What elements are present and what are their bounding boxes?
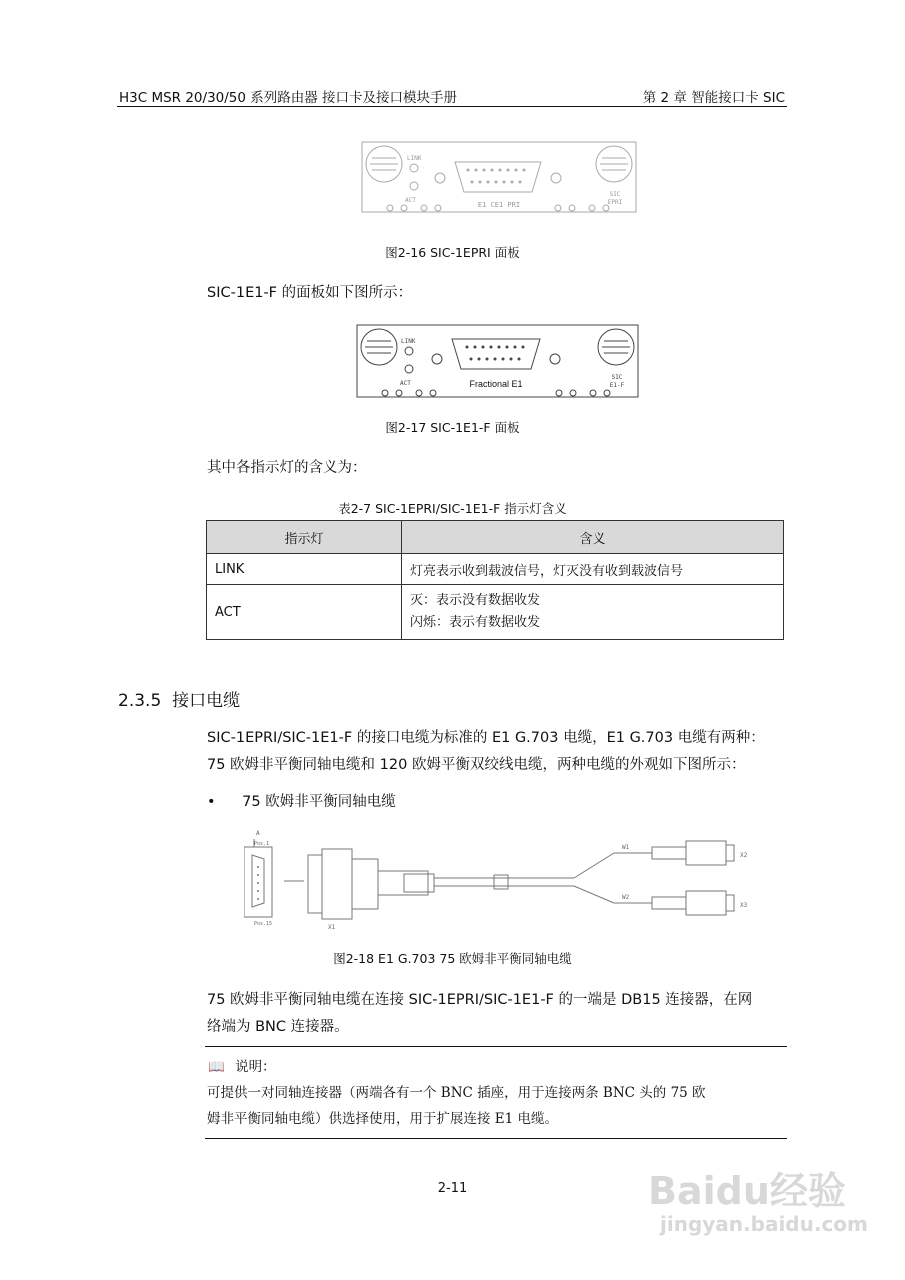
- watermark-brand: Baidu经验: [648, 1169, 846, 1213]
- table-header-indicator: 指示灯: [207, 521, 402, 554]
- cable-intro-paragraph: [207, 725, 765, 779]
- table-cell-meaning: 灯亮表示收到载波信号，灯灭没有收到载波信号: [402, 554, 784, 585]
- page-number: 2-11: [437, 1181, 468, 1196]
- paragraph-line: 75 欧姆非平衡同轴电缆在连接 SIC-1EPRI/SIC-1E1-F 的一端是 DB15 连接器，在网: [207, 992, 753, 1008]
- paragraph-line: SIC-1EPRI/SIC-1E1-F 的接口电缆为标准的 E1 G.703 电缆，E1 G.703 电缆有两种：: [207, 730, 765, 746]
- table-cell-indicator: ACT: [207, 585, 402, 640]
- brand-label-2: EPRI: [607, 199, 623, 206]
- section-number: 2.3.5: [118, 691, 162, 711]
- brand-label-1: SIC: [611, 374, 623, 381]
- header-rule: [117, 106, 787, 107]
- note-heading: [208, 1055, 276, 1075]
- brand-label-1: SIC: [609, 191, 621, 198]
- figure-caption-2-18: 图2-18 E1 G.703 75 欧姆非平衡同轴电缆: [333, 951, 572, 966]
- table-cell-meaning: [402, 585, 784, 640]
- connector-paragraph: [207, 987, 752, 1041]
- act-led-label: ACT: [405, 197, 416, 204]
- link-led-label: LINK: [401, 338, 416, 345]
- note-title: 说明：: [235, 1059, 276, 1075]
- label-x2: X2: [740, 852, 748, 859]
- running-header-left: H3C MSR 20/30/50 系列路由器 接口卡及接口模块手册: [119, 90, 458, 106]
- label-x1: X1: [328, 924, 336, 931]
- table-cell-indicator: LINK: [207, 554, 402, 585]
- figure-75ohm-coax-cable: [244, 825, 784, 935]
- label-a: A: [256, 830, 260, 837]
- note-line: 姆非平衡同轴电缆）供选择使用，用于扩展连接 E1 电缆。: [207, 1111, 559, 1127]
- figure-caption-2-16: 图2-16 SIC-1EPRI 面板: [385, 245, 520, 260]
- table-header-row: [207, 521, 784, 554]
- table-header-meaning: 含义: [402, 521, 784, 554]
- book-icon: 📖: [208, 1059, 225, 1075]
- figure-caption-2-17: 图2-17 SIC-1E1-F 面板: [385, 420, 520, 435]
- note-body: [207, 1080, 706, 1132]
- act-led-label: ACT: [400, 380, 411, 387]
- watermark-url: jingyan.baidu.com: [660, 1212, 868, 1236]
- note-top-rule: [205, 1046, 787, 1047]
- port-label: E1 CE1 PRI: [477, 201, 521, 209]
- table-row: [207, 585, 784, 640]
- table-cell-line: 灭：表示没有数据收发: [410, 593, 541, 608]
- brand-label-2: E1-F: [609, 382, 625, 389]
- label-x3: X3: [740, 902, 748, 909]
- port-label: Fractional E1: [469, 379, 523, 389]
- paragraph-line: 络端为 BNC 连接器。: [207, 1019, 349, 1035]
- label-pos1: Pos.1: [254, 841, 270, 847]
- note-bottom-rule: [205, 1138, 787, 1139]
- table-cell-line: 闪烁：表示有数据收发: [410, 615, 541, 630]
- section-heading: [118, 686, 240, 711]
- table-row: [207, 554, 784, 585]
- table-caption-2-7: 表2-7 SIC-1EPRI/SIC-1E1-F 指示灯含义: [338, 501, 567, 516]
- label-pos15: Pos.15: [254, 921, 273, 927]
- note-line: 可提供一对同轴连接器（两端各有一个 BNC 插座，用于连接两条 BNC 头的 75 欧: [207, 1085, 706, 1101]
- indicator-table: [206, 520, 784, 640]
- intro-sic-1e1-f: SIC-1E1-F 的面板如下图所示：: [207, 285, 413, 301]
- indicator-intro: 其中各指示灯的含义为：: [207, 460, 367, 476]
- figure-sic-1e1-f-panel: [355, 323, 640, 403]
- running-header-right: 第 2 章 智能接口卡 SIC: [642, 90, 785, 106]
- link-led-label: LINK: [407, 155, 422, 162]
- paragraph-line: 75 欧姆非平衡同轴电缆和 120 欧姆平衡双绞线电缆，两种电缆的外观如下图所示：: [207, 757, 746, 773]
- label-w2: W2: [622, 894, 630, 901]
- label-w1: W1: [622, 844, 630, 851]
- bullet-item: [207, 789, 396, 816]
- section-title: 接口电缆: [172, 691, 241, 711]
- bullet-dot: •: [207, 794, 216, 810]
- bullet-text: 75 欧姆非平衡同轴电缆: [242, 794, 396, 810]
- figure-sic-1epri-panel: [360, 140, 638, 218]
